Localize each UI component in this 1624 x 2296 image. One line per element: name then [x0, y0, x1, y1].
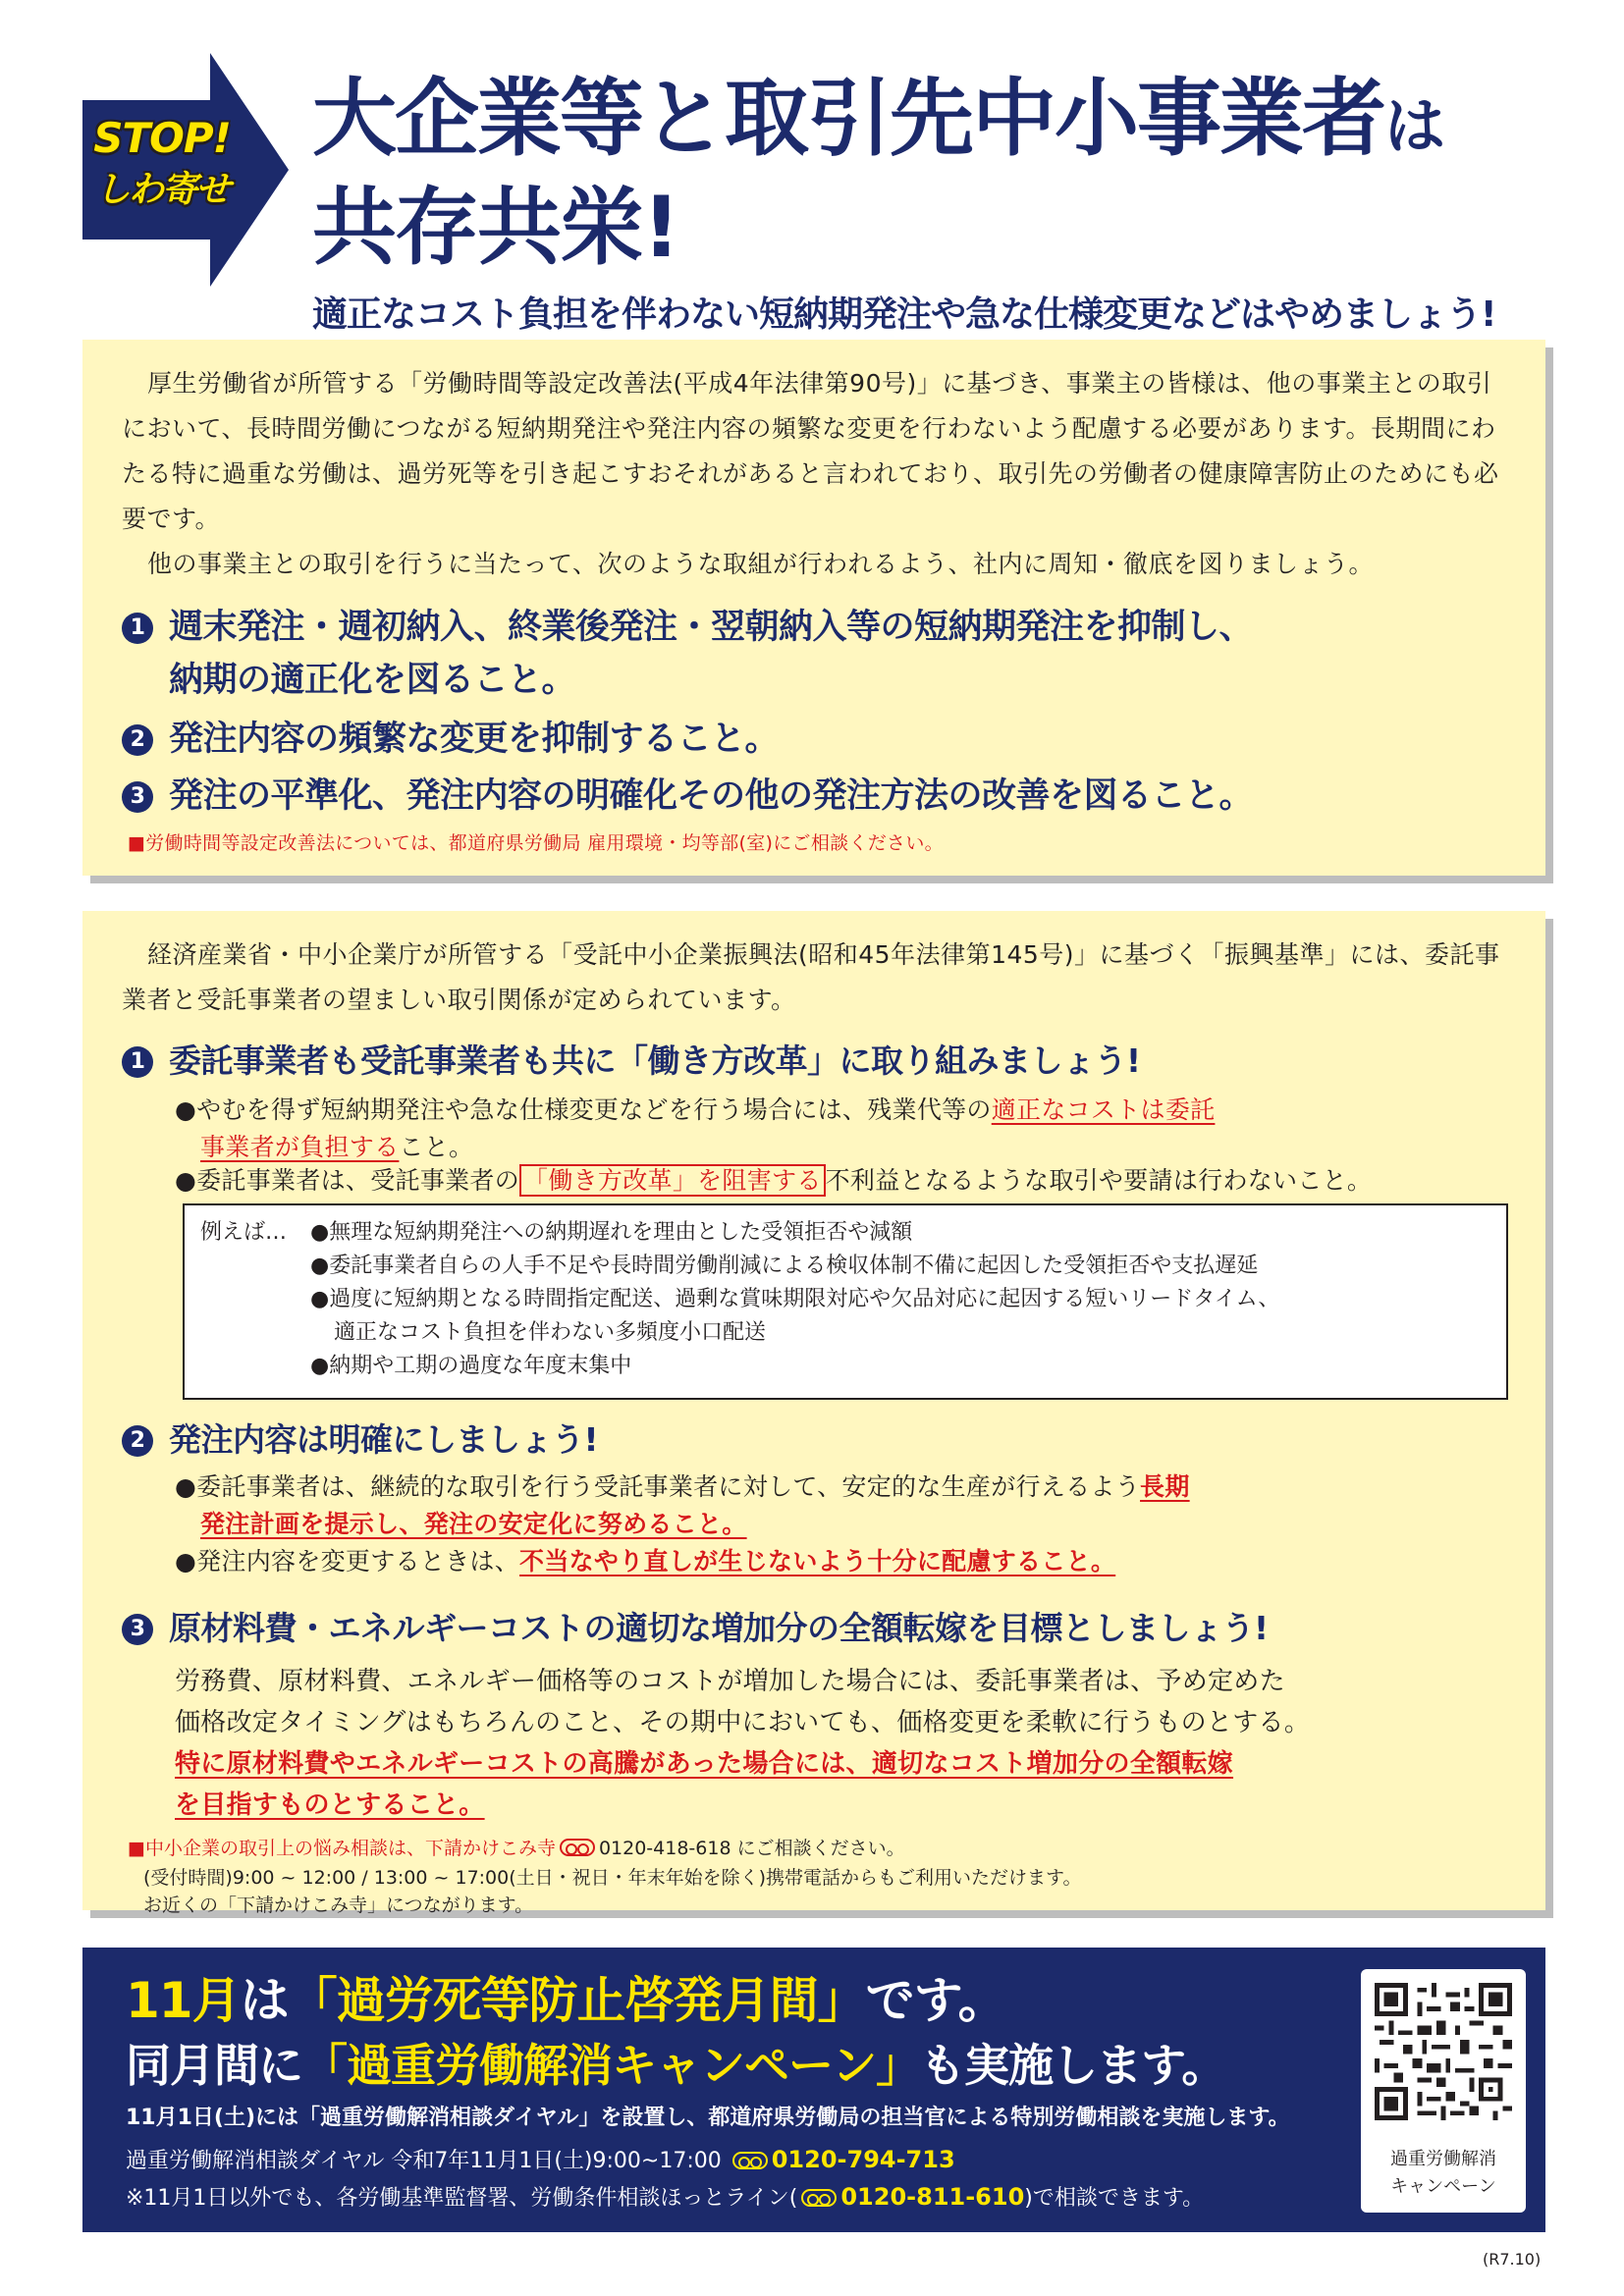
- section2-item1-bullet2: ●委託事業者は、受託事業者の 「働き方改革」を阻害する 不利益となるような取引や要請は行わないこと。: [175, 1166, 1373, 1195]
- title-part1: 大企業等と取引先中小事業者: [312, 70, 1384, 168]
- section2-item2-heading: 2 発注内容は明確にしましょう!: [122, 1414, 1516, 1467]
- number-badge-icon: 1: [122, 613, 153, 644]
- section2-item3-red1: 特に原材料費やエネルギーコストの高騰があった場合には、適切なコスト増加分の全額転嫁: [175, 1749, 1234, 1779]
- section2-item2-bullet1: ●委託事業者は、継続的な取引を行う受託事業者に対して、安定的な生産が行えるよう長期 発注計画を提示し、発注の安定化に努めること。: [175, 1472, 1190, 1538]
- banner-line3: 11月1日(土)には「過重労働解消相談ダイヤル」を設置し、都道府県労働局の担当官による特別労働相談を実施します。: [126, 2106, 1290, 2130]
- section2-item3-text2: 価格改定タイミングはもちろんのこと、その期中においても、価格変更を柔軟に行うものとする。: [175, 1708, 1311, 1737]
- section2-note-line2: (受付時間)9:00 ~ 12:00 / 13:00 ~ 17:00(土日・祝日・年末年始を除く)携帯電話からもご利用いただけます。: [143, 1867, 1082, 1889]
- section2-note-line3: お近くの「下請かけこみ寺」につながります。: [143, 1895, 534, 1916]
- qr-label: 過重労働解消 キャンペーン: [1390, 2149, 1496, 2197]
- freedial-icon: [801, 2189, 837, 2207]
- qr-card[interactable]: [1361, 1969, 1526, 2213]
- page-title: [312, 70, 1589, 277]
- section2-item2-bullet2: ●発注内容を変更するときは、不当なやり直しが生じないよう十分に配慮すること。: [175, 1547, 1116, 1575]
- section1-intro2: 他の事業主との取引を行うに当たって、次のような取組が行われるよう、社内に周知・徹底を図りましょう。: [147, 550, 1375, 578]
- section1-item-2: 2 発注内容の頻繁な変更を抑制すること。: [122, 713, 1516, 766]
- badge-line1: STOP!: [93, 114, 231, 162]
- example-item: ●過度に短納期となる時間指定配送、過剰な賞味期限対応や欠品対応に起因する短いリードタイム、: [310, 1287, 1280, 1311]
- example-item: ●委託事業者自らの人手不足や長時間労働削減による検収体制不備に起因した受領拒否や支払遅延: [310, 1254, 1259, 1278]
- example-item: ●納期や工期の過度な年度末集中: [310, 1354, 632, 1378]
- number-badge-icon: 2: [122, 1425, 153, 1457]
- banner-line5: ※11月1日以外でも、各労働基準監督署、労働条件相談ほっとライン( 0120-811-610)で相談できます。: [126, 2183, 1205, 2211]
- section1-item-3: 3 発注の平準化、発注内容の明確化その他の発注方法の改善を図ること。: [122, 770, 1536, 823]
- number-badge-icon: 1: [122, 1046, 153, 1078]
- freedial-icon: [732, 2152, 768, 2169]
- section2-note-line1: ■中小企業の取引上の悩み相談は、下請かけこみ寺 0120-418-618 にご相談ください。: [128, 1838, 905, 1859]
- badge-line2: しわ寄せ: [94, 170, 229, 210]
- examples-label: 例えば…: [200, 1220, 288, 1245]
- section2-item1-bullet1: ●やむを得ず短納期発注や急な仕様変更などを行う場合には、残業代等の適正なコストは委託 事業者が負担すること。: [175, 1095, 1216, 1161]
- section2-item1-heading: 1 委託事業者も受託事業者も共に「働き方改革」に取り組みましょう!: [122, 1035, 1516, 1088]
- title-part2: は: [1384, 90, 1444, 162]
- section2-item3-heading: 3 原材料費・エネルギーコストの適切な増加分の全額転嫁を目標としましょう!: [122, 1602, 1536, 1655]
- title-line2: 共存共栄!: [312, 178, 679, 277]
- number-badge-icon: 3: [122, 1614, 153, 1645]
- campaign-banner: [82, 1948, 1545, 2232]
- section2-intro: 経済産業省・中小企業庁が所管する「受託中小企業振興法(昭和45年法律第145号)」に基づく「振興基準」には、委託事業者と受託事業者の望ましい取引関係が定められています。: [122, 940, 1500, 1014]
- example-item: ●無理な短納期発注への納期遅れを理由とした受領拒否や減額: [310, 1220, 913, 1245]
- freedial-icon: [560, 1839, 595, 1856]
- section1-item-1: 1 週末発注・週初納入、終業後発注・翌朝納入等の短納期発注を抑制し、 納期の適正化を図ること。: [122, 601, 1516, 707]
- qr-code-icon[interactable]: [1375, 1983, 1512, 2120]
- document-code: (R7.10): [1483, 2250, 1542, 2269]
- banner-line4: 過重労働解消相談ダイヤル 令和7年11月1日(土)9:00~17:00 0120-794-713: [126, 2146, 955, 2173]
- section2-item3-text1: 労務費、原材料費、エネルギー価格等のコストが増加した場合には、委託事業者は、予め定めた: [175, 1667, 1285, 1696]
- banner-line2: 同月間に「過重労働解消キャンペーン」も実施します。: [126, 2039, 1226, 2092]
- example-item: 適正なコスト負担を伴わない多頻度小口配送: [334, 1320, 767, 1345]
- banner-line1: 11月は「過労死等防止啓発月間」です。: [126, 1972, 1006, 2029]
- section1-intro: 厚生労働省が所管する「労働時間等設定改善法(平成4年法律第90号)」に基づき、事業主の皆様は、他の事業主との取引において、長時間労働につながる短納期発注や発注内容の頻繁な変更を行わないよう配慮する必要があります。長期間にわたる特に過重な労働は、過労死等を引き起こすおそれがあると言われており、取引先の労働者の健康障害防止のためにも必要です。: [122, 369, 1499, 533]
- section2-item3-red2: を目指すものとすること。: [175, 1790, 485, 1820]
- subtitle: 適正なコスト負担を伴わない短納期発注や急な仕様変更などはやめましょう!: [312, 294, 1496, 335]
- number-badge-icon: 3: [122, 781, 153, 813]
- number-badge-icon: 2: [122, 724, 153, 756]
- section1-note: ■労働時間等設定改善法については、都道府県労働局 雇用環境・均等部(室)にご相談ください。: [128, 832, 944, 854]
- stop-badge: [82, 53, 289, 287]
